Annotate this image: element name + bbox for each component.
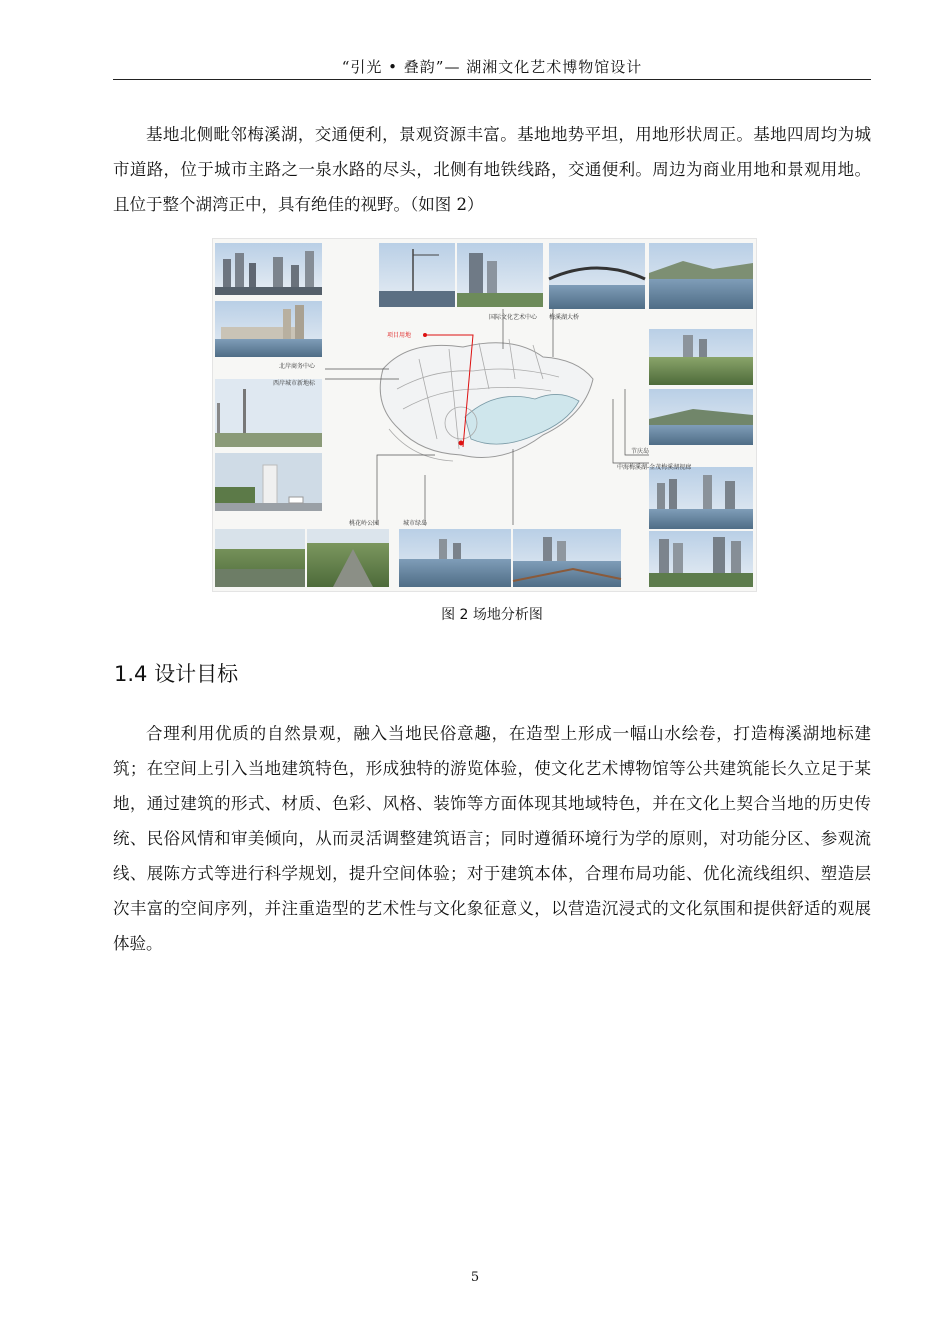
label-taohualing: 桃花岭公园 bbox=[349, 520, 380, 527]
photo-left-4 bbox=[215, 453, 322, 511]
site-marker bbox=[459, 441, 464, 446]
photo-bottom-2 bbox=[307, 529, 389, 587]
header-rule bbox=[113, 79, 871, 80]
label-center: 国际文化艺术中心 bbox=[489, 314, 538, 321]
figure-caption: 图 2 场地分析图 bbox=[441, 607, 543, 623]
photo-left-5 bbox=[215, 529, 305, 587]
label-green-belt: 城市绿岛 bbox=[403, 520, 428, 527]
label-north-business: 北岸商务中心 bbox=[279, 363, 316, 370]
label-bridge: 梅溪湖大桥 bbox=[549, 314, 580, 321]
label-west-city: 西岸城市新地标 bbox=[273, 380, 316, 387]
label-park-view: 中海梅溪湖-金茂梅溪湖视廊 bbox=[617, 464, 692, 471]
label-festival-island: 节庆岛 bbox=[631, 448, 650, 455]
photo-right-1 bbox=[649, 329, 753, 385]
photo-top-4 bbox=[649, 243, 753, 309]
page-number: 5 bbox=[470, 1270, 480, 1285]
photo-left-1 bbox=[215, 243, 322, 295]
photo-left-3 bbox=[215, 379, 322, 447]
photo-right-4 bbox=[649, 531, 753, 587]
site-analysis-illustration bbox=[213, 239, 756, 591]
photo-bottom-4 bbox=[513, 529, 621, 587]
photo-top-1 bbox=[379, 243, 455, 307]
photo-right-3 bbox=[649, 467, 753, 529]
photo-top-2 bbox=[457, 243, 543, 307]
section-heading: 1.4 设计目标 bbox=[114, 662, 239, 686]
label-site: 项目用地 bbox=[387, 332, 412, 339]
photo-left-2 bbox=[215, 301, 322, 357]
site-map bbox=[273, 309, 691, 527]
photo-top-3 bbox=[549, 243, 645, 309]
running-header: “引光 • 叠韵”— 湖湘文化艺术博物馆设计 bbox=[341, 58, 643, 76]
photo-right-2 bbox=[649, 389, 753, 445]
body-paragraph-site: 基地北侧毗邻梅溪湖，交通便利，景观资源丰富。基地地势平坦，用地形状周正。基地四周均为城市道路，位于城市主路之一泉水路的尽头，北侧有地铁线路，交通便利。周边为商业用地和景观用地。且位于整个湖湾正中，具有绝佳的视野。（如图 2） bbox=[113, 125, 871, 214]
body-paragraph-design-goals: 合理利用优质的自然景观，融入当地民俗意趣，在造型上形成一幅山水绘卷，打造梅溪湖地标建筑；在空间上引入当地建筑特色，形成独特的游览体验，使文化艺术博物馆等公共建筑能长久立足于某地，通过建筑的形式、材质、色彩、风格、装饰等方面体现其地域特色，并在文化上契合当地的历史传统、民俗风情和审美倾向，从而灵活调整建筑语言；同时遵循环境行为学的原则，对功能分区、参观流线、展陈方式等进行科学规划，提升空间体验；对于建筑本体，合理布局功能、优化流线组织、塑造层次丰富的空间序列，并注重造型的艺术性与文化象征意义，以营造沉浸式的文化氛围和提供舒适的观展体验。 bbox=[113, 724, 871, 953]
photo-bottom-3 bbox=[399, 529, 511, 587]
site-analysis-figure bbox=[212, 238, 757, 592]
